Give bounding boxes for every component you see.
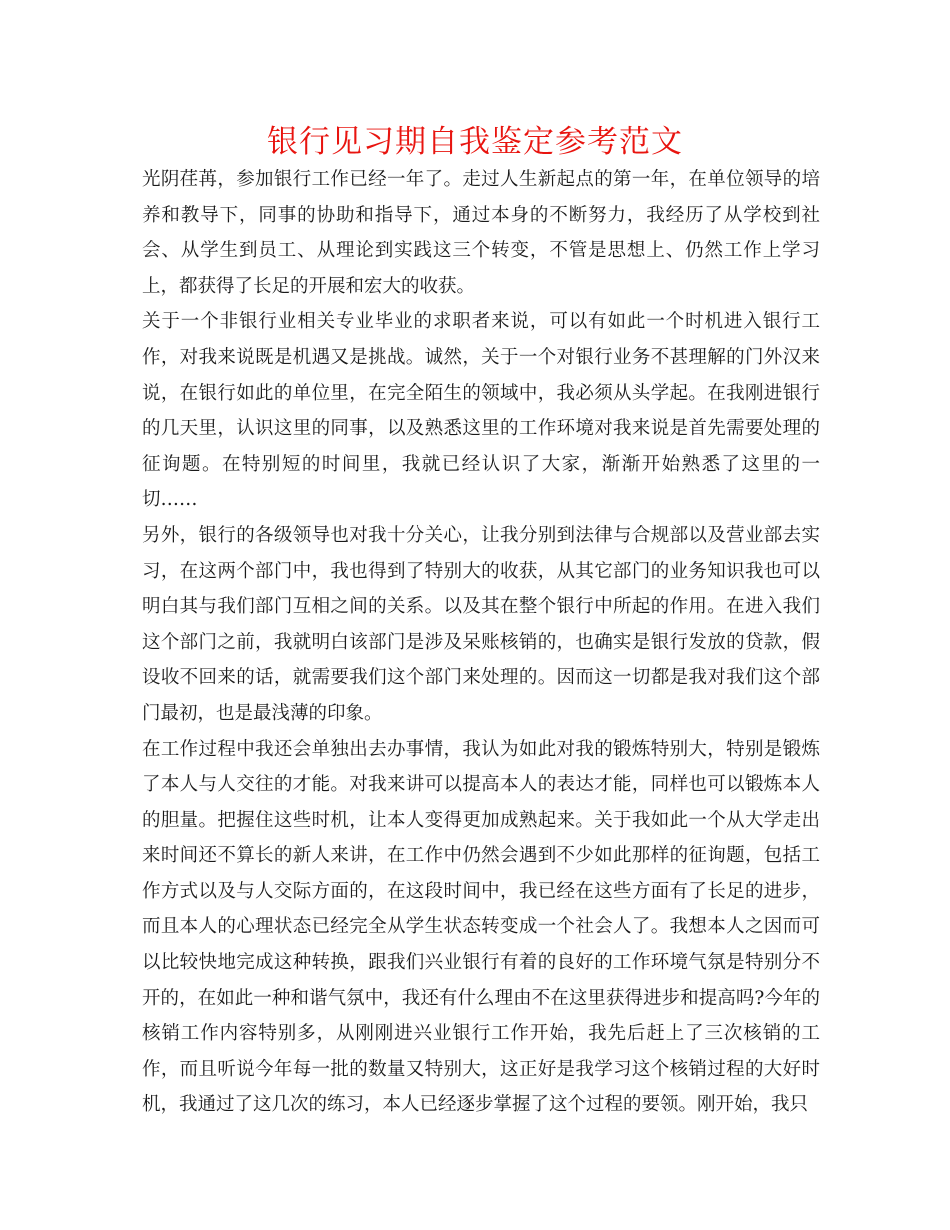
paragraph-3: 另外，银行的各级领导也对我十分关心，让我分别到法律与合规部以及营业部去实习，在这两个部门中，我也得到了特别大的收获，从其它部门的业务知识我也可以明白其与我们部门互相之间的关系。以及其在整个银行中所起的作用。在进入我们这个部门之前，我就明白该部门是涉及呆账核销的，也确实是银行发放的贷款，假设收不回来的话，就需要我们这个部门来处理的。因而这一切都是我对我们这个部门最初，也是最浅薄的印象。 — [142, 524, 820, 724]
document-title: 银行见习期自我鉴定参考范文 — [267, 124, 683, 160]
document-body — [142, 162, 820, 1123]
paragraph-4: 在工作过程中我还会单独出去办事情，我认为如此对我的锻炼特别大，特别是锻炼了本人与人交往的才能。对我来讲可以提高本人的表达才能，同样也可以锻炼本人的胆量。把握住这些时机，让本人变得更加成熟起来。关于我如此一个从大学走出来时间还不算长的新人来讲，在工作中仍然会遇到不少如此那样的征询题，包括工作方式以及与人交际方面的，在这段时间中，我已经在这些方面有了长足的进步，而且本人的心理状态已经完全从学生状态转变成一个社会人了。我想本人之因而可以比较快地完成这种转换，跟我们兴业银行有着的良好的工作环境气氛是特别分不开的，在如此一种和谐气氛中，我还有什么理由不在这里获得进步和提高吗?今年的核销工作内容特别多，从刚刚进兴业银行工作开始，我先后赶上了三次核销的工作，而且听说今年每一批的数量又特别大，这正好是我学习这个核销过程的大好时机，我通过了这几次的练习，本人已经逐步掌握了这个过程的要领。刚开始，我只 — [142, 738, 820, 1116]
paragraph-1: 光阴荏苒，参加银行工作已经一年了。走过人生新起点的第一年，在单位领导的培养和教导下，同事的协助和指导下，通过本身的不断努力，我经历了从学校到社会、从学生到员工、从理论到实践这三个转变，不管是思想上、仍然工作上学习上，都获得了长足的开展和宏大的收获。 — [142, 169, 820, 297]
paragraph-2: 关于一个非银行业相关专业毕业的求职者来说，可以有如此一个时机进入银行工作，对我来说既是机遇又是挑战。诚然，关于一个对银行业务不甚理解的门外汉来说，在银行如此的单位里，在完全陌生的领域中，我必须从头学起。在我刚进银行的几天里，认识这里的同事，以及熟悉这里的工作环境对我来说是首先需要处理的征询题。在特别短的时间里，我就已经认识了大家，渐渐开始熟悉了这里的一切…… — [142, 311, 820, 511]
